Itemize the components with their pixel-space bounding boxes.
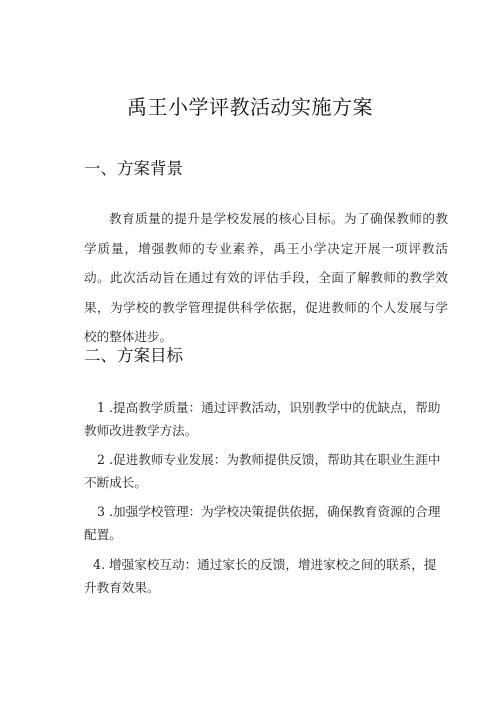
- goal-item-2: [84, 448, 448, 494]
- goal-item-number: 2: [96, 452, 105, 467]
- background-paragraph: 教育质量的提升是学校发展的核心目标。为了确保教师的教学质量，增强教师的专业素养，禹王小学决定开展一项评教活动。此次活动旨在通过有效的评估手段，全面了解教师的教学效果，为学校的教学管理提供科学依据，促进教师的个人发展与学校的整体进步。: [84, 211, 448, 344]
- goal-item-number: 4.: [92, 557, 105, 572]
- document-title: 禹王小学评教活动实施方案: [127, 95, 373, 119]
- goal-item-4: [84, 553, 448, 599]
- goal-item-text: 增强家校互动：通过家长的反馈，增进家校之间的联系，提升教育效果。: [84, 557, 437, 595]
- goal-item-number: 1: [96, 400, 105, 415]
- section-heading-goals: 二、方案目标: [84, 346, 183, 365]
- section-heading-background: 一、方案背景: [84, 159, 183, 178]
- goal-item-1: [84, 396, 448, 442]
- goal-item-text: .提高教学质量：通过评教活动，识别教学中的优缺点，帮助教师改进教学方法。: [84, 400, 441, 438]
- goal-item-text: .促进教师专业发展：为教师提供反馈，帮助其在职业生涯中不断成长。: [84, 452, 441, 490]
- goal-item-number: 3: [96, 504, 105, 519]
- goal-item-3: [84, 500, 448, 546]
- goal-item-text: .加强学校管理：为学校决策提供依据，确保教育资源的合理配置。: [84, 504, 441, 542]
